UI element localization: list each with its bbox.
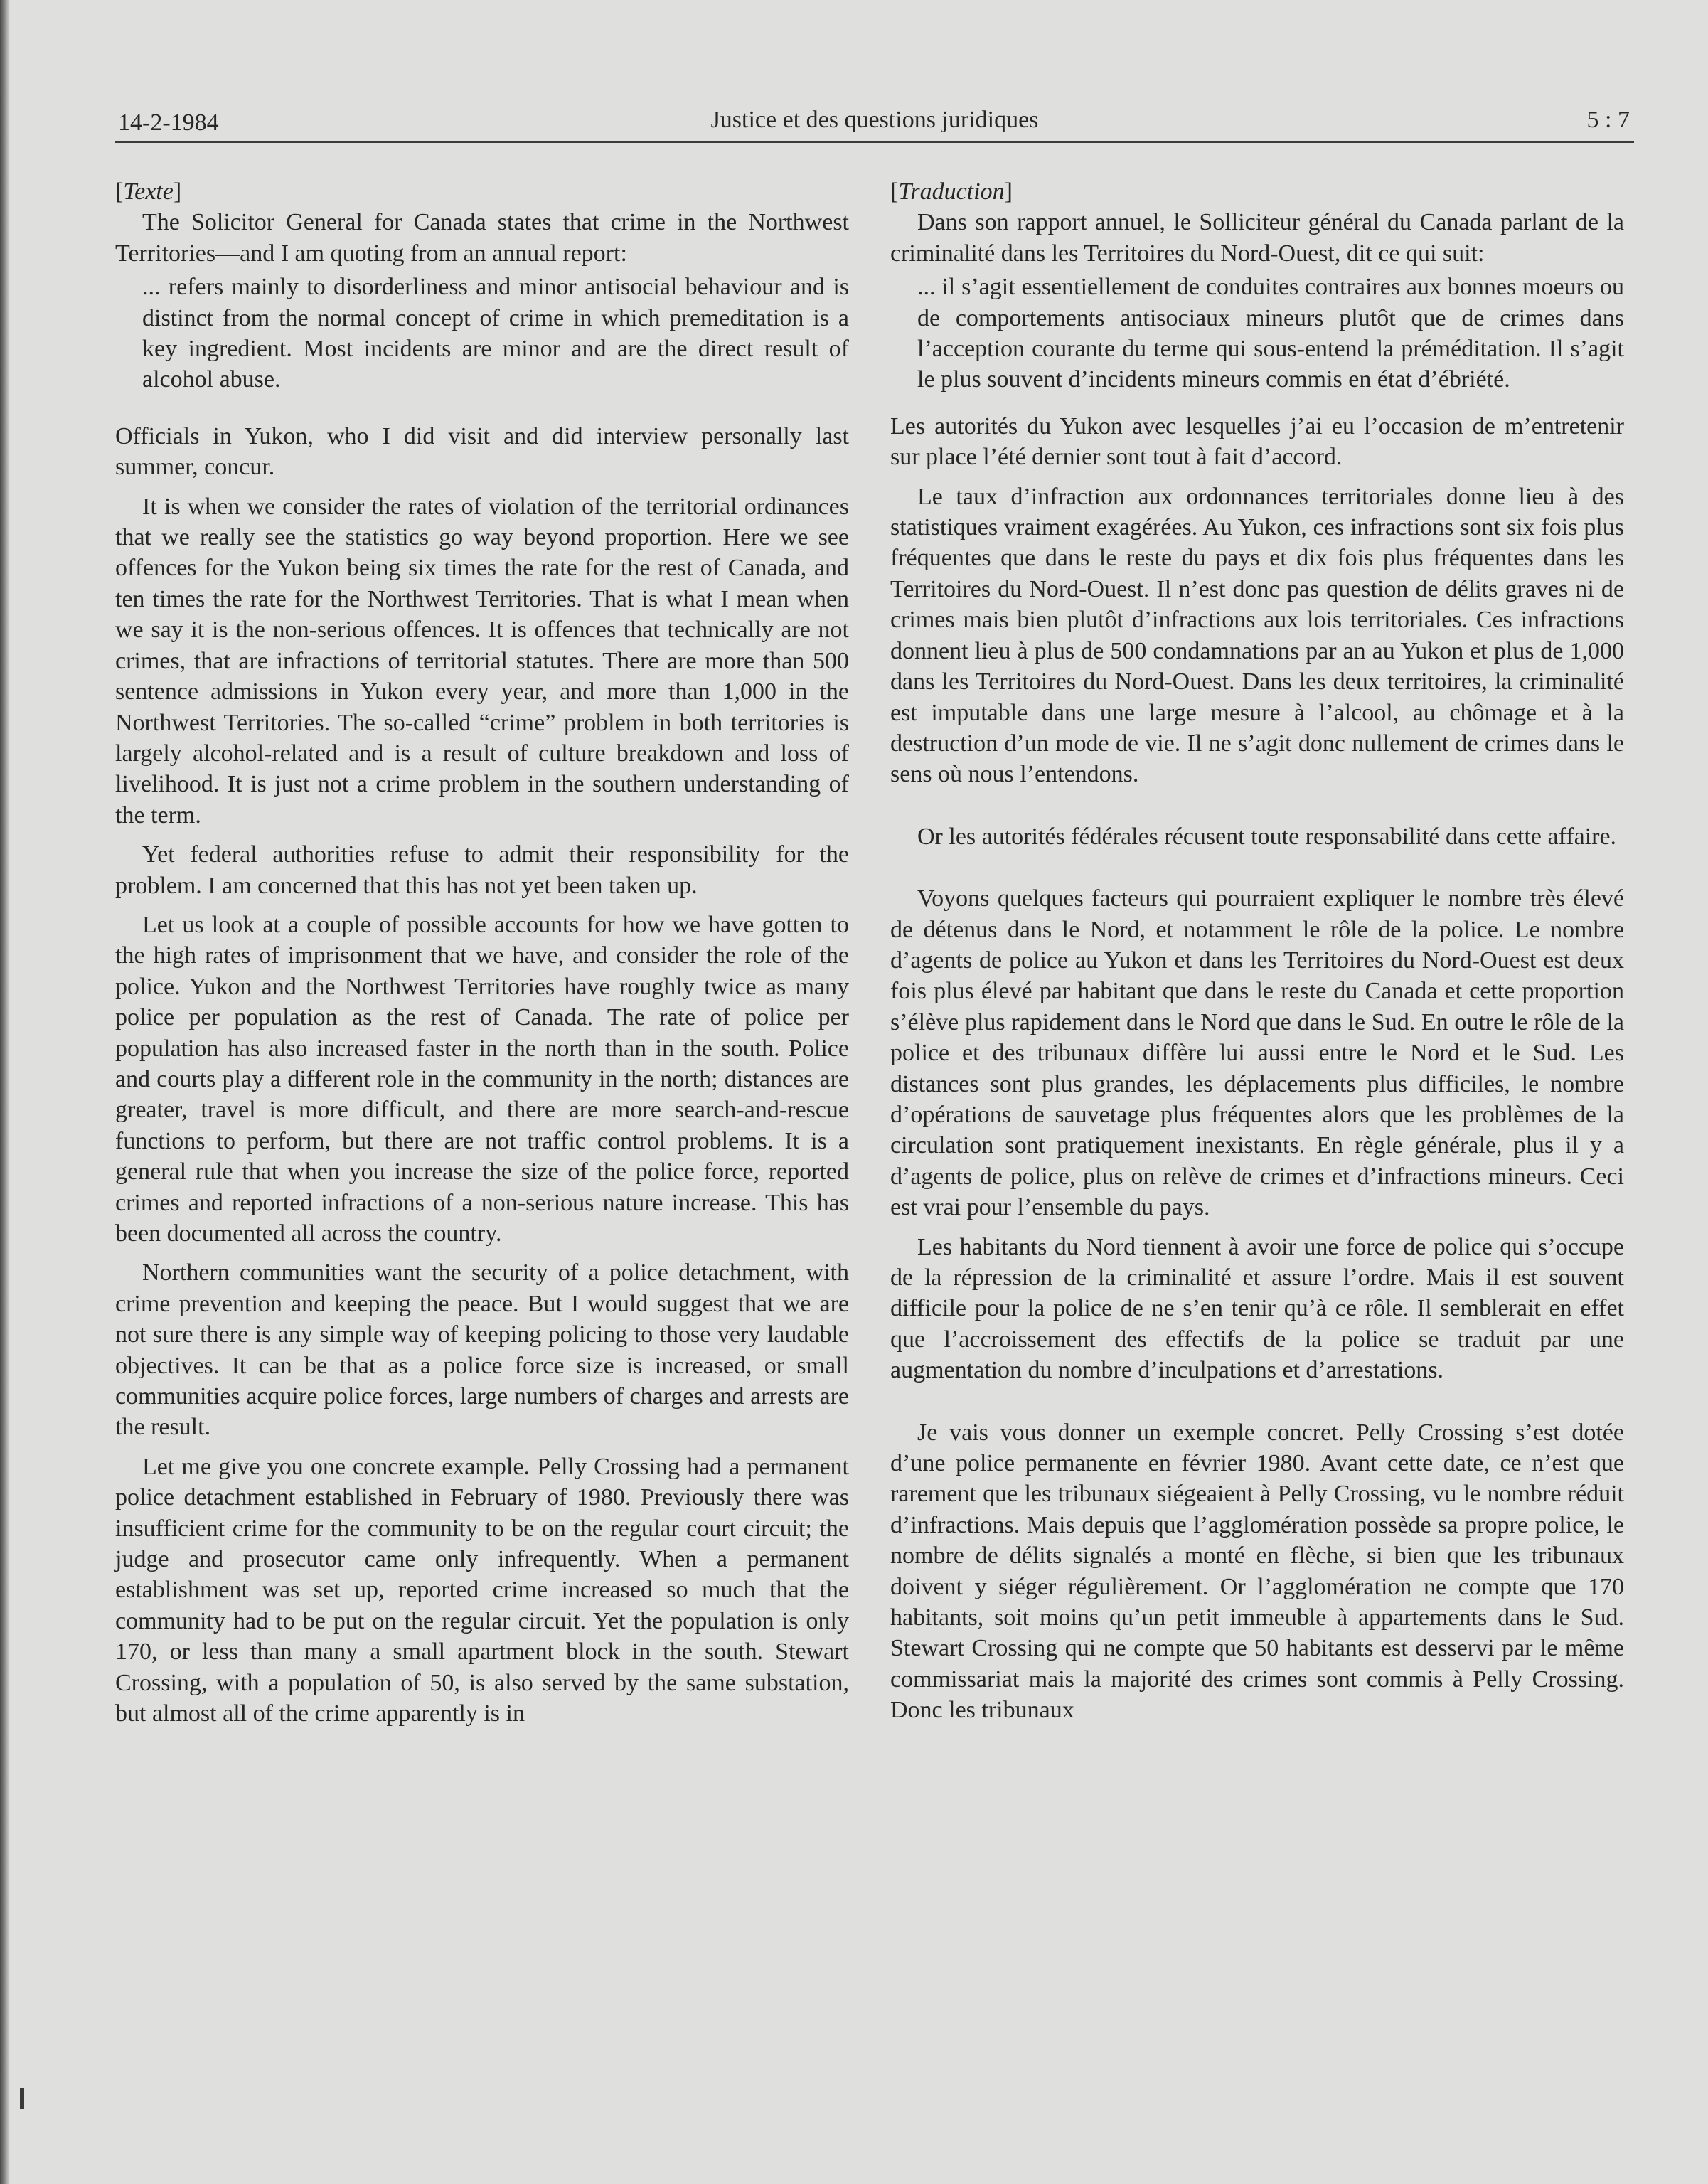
french-quotation: ... il s’agit essentiellement de conduites contraires aux bonnes moeurs ou de comportements antisociaux mineurs plutôt que de crimes dans l’acception courante du terme qui sous-entend la préméditation. Il s’agit le plus souvent d’incidents mineurs commis en état d’ébriété. <box>917 274 1624 393</box>
header-date: 14-2-1984 <box>118 110 219 136</box>
english-column <box>115 176 849 1730</box>
french-paragraph-7: Je vais vous donner un exemple concret. Pelly Crossing s’est dotée d’une police permanente en février 1980. Avant cette date, ce n’est que rarement que les tribunaux siégeaient à Pelly Crossing, vu le nombre réduit d’infractions. Mais depuis que l’agglomération possède sa propre police, le nombre de délits signalés a monté en flèche, si bien que les tribunaux doivent y siéger régulièrement. Or l’agglomération ne compte que 170 habitants, soit moins qu’un petit immeuble à appartements dans le Sud. Stewart Crossing qui ne compte que 50 habitants est desservi par le même commissariat mais la majorité des crimes sont commis à Pelly Crossing. Donc les tribunaux <box>890 1419 1624 1724</box>
english-paragraph-6: Northern communities want the security of a police detachment, with crime prevention and keeping the peace. But I would suggest that we are not sure there is any simple way of keeping policing to those very laudable objectives. It can be that as a police force size is increased, or small communities acquire police forces, large numbers of charges and arrests are the result. <box>115 1259 849 1441</box>
binding-mark <box>20 2088 24 2109</box>
french-column <box>890 176 1624 1726</box>
french-paragraph-6: Les habitants du Nord tiennent à avoir une force de police qui s’occupe de la répression de la criminalité et assure l’ordre. Mais il est souvent difficile pour la police de ne s’en tenir qu’à ce rôle. Il semblerait en effet que l’accroissement des effectifs de la police se traduit par une augmentation du nombre d’inculpations et d’arrestations. <box>890 1233 1624 1384</box>
english-paragraph-5: Let us look at a couple of possible accounts for how we have gotten to the high rates of imprisonment that we have, and consider the role of the police. Yukon and the Northwest Territories have roughly twice as many police per population as the rest of Canada. The rate of police per population has also increased faster in the north than in the south. Police and courts play a different role in the community in the north; distances are greater, travel is more difficult, and there are more search-and-rescue functions to perform, but there are not traffic control problems. It is a general rule that when you increase the size of the police force, reported crimes and reported infractions of a non-serious nature increase. This has been documented all across the country. <box>115 911 849 1247</box>
english-label: [Texte] <box>115 179 182 205</box>
page-binding-edge <box>0 0 10 2184</box>
french-label: [Traduction] <box>890 179 1013 205</box>
header-title: Justice et des questions juridiques <box>710 107 1039 133</box>
english-paragraph-2: Officials in Yukon, who I did visit and did interview personally last summer, concur. <box>115 422 849 481</box>
french-paragraph-3: Le taux d’infraction aux ordonnances territoriales donne lieu à des statistiques vraiment exagérées. Au Yukon, ces infractions sont six fois plus fréquentes que dans le reste du pays et dix fois plus fréquentes dans les Territoires du Nord-Ouest. Il n’est donc pas question de délits graves ni de crimes mais bien plutôt d’infractions aux lois territoriales. Ces infractions donnent lieu à plus de 500 condamnations par an au Yukon et plus de 1,000 dans les Territoires du Nord-Ouest. Dans les deux territoires, la criminalité est imputable dans une large mesure à l’alcool, au chômage et à la destruction d’un mode de vie. Il ne s’agit donc nullement de crimes dans le sens où nous l’entendons. <box>890 483 1624 788</box>
english-paragraph-7: Let me give you one concrete example. Pelly Crossing had a permanent police detachment established in February of 1980. Previously there was insufficient crime for the community to be on the regular court circuit; the judge and prosecutor came only infrequently. When a permanent establishment was set up, reported crime increased so much that the community had to be put on the regular circuit. Yet the population is only 170, or less than many a small apartment block in the south. Stewart Crossing, with a population of 50, is also served by the same substation, but almost all of the crime apparently is in <box>115 1453 849 1727</box>
french-paragraph-2: Les autorités du Yukon avec lesquelles j’ai eu l’occasion de m’entretenir sur place l’été dernier sont tout à fait d’accord. <box>890 412 1624 471</box>
header-page-number: 5 : 7 <box>1586 107 1630 133</box>
french-paragraph-5: Voyons quelques facteurs qui pourraient expliquer le nombre très élevé de détenus dans le Nord, et notamment le rôle de la police. Le nombre d’agents de police au Yukon et dans les Territoires du Nord-Ouest est deux fois plus élevé par habitant que dans le reste du Canada et cette proportion s’élève plus rapidement dans le Nord que dans le Sud. En outre le rôle de la police et des tribunaux diffère lui aussi entre le Nord et le Sud. Les distances sont plus grandes, les déplacements plus difficiles, le nombre d’opérations de sauvetage plus fréquentes alors que les problèmes de la circulation sont pratiquement inexistants. En règle générale, plus il y a d’agents de police, plus on relève de crimes et d’infractions mineurs. Ceci est vrai pour l’ensemble du pays. <box>890 885 1624 1221</box>
english-paragraph-1: The Solicitor General for Canada states that crime in the Northwest Territories—and I am quoting from an annual report: <box>115 209 849 267</box>
english-quotation: ... refers mainly to disorderliness and minor antisocial behaviour and is distinct from the normal concept of crime in which premeditation is a key ingredient. Most incidents are minor and are the direct result of alcohol abuse. <box>142 274 849 393</box>
english-paragraph-4: Yet federal authorities refuse to admit their responsibility for the problem. I am concerned that this has not yet been taken up. <box>115 841 849 899</box>
french-paragraph-1: Dans son rapport annuel, le Solliciteur général du Canada parlant de la criminalité dans les Territoires du Nord-Ouest, dit ce qui suit: <box>890 209 1624 267</box>
running-header <box>115 100 1634 143</box>
french-paragraph-4: Or les autorités fédérales récusent toute responsabilité dans cette affaire. <box>917 823 1617 850</box>
english-paragraph-3: It is when we consider the rates of violation of the territorial ordinances that we really see the statistics go way beyond proportion. Here we see offences for the Yukon being six times the rate for the rest of Canada, and ten times the rate for the Northwest Territories. That is what I mean when we say it is the non-serious offences. It is offences that technically are not crimes, that are infractions of territorial statutes. There are more than 500 sentence admissions in Yukon every year, and more than 1,000 in the Northwest Territories. The so-called “crime” problem in both territories is largely alcohol-related and is a result of culture breakdown and loss of livelihood. It is just not a crime problem in the southern understanding of the term. <box>115 493 849 829</box>
